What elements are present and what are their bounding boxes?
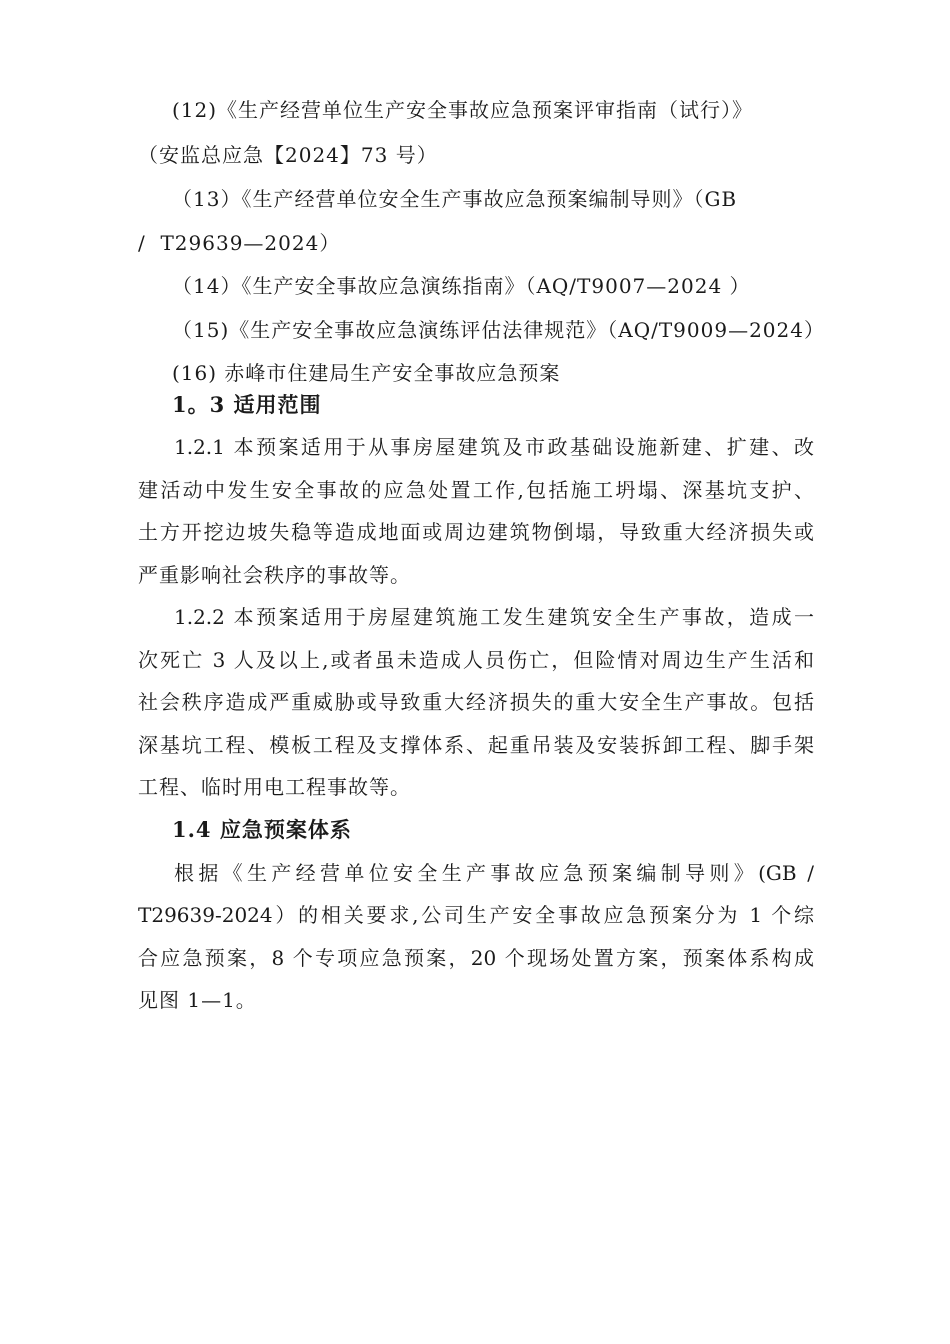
paragraph-1-2-2-line1: 1.2.2 本预案适用于房屋建筑施工发生建筑安全生产事故，造成一 [174,605,814,629]
paragraph-1-4-line3: 合应急预案，8 个专项应急预案，20 个现场处置方案，预案体系构成 [138,946,814,970]
paragraph-1-2-2-line4: 深基坑工程、模板工程及支撑体系、起重吊装及安装拆卸工程、脚手架 [138,733,814,757]
paragraph-1-4-line1: 根据《生产经营单位安全生产事故应急预案编制导则》(GB / [174,861,814,885]
paragraph-1-4-line2: T29639-2024）的相关要求,公司生产安全事故应急预案分为 1 个综 [138,903,814,927]
paragraph-1-4-line4: 见图 1—1。 [138,988,257,1012]
paragraph-1-2-1-line4: 严重影响社会秩序的事故等。 [138,563,411,587]
reference-item-13-line2: / T29639—2024） [138,231,341,255]
paragraph-1-2-1-line1: 1.2.1 本预案适用于从事房屋建筑及市政基础设施新建、扩建、改 [174,435,814,459]
reference-item-15: （15)《生产安全事故应急演练评估法律规范》（AQ/T9009—2024） [172,318,825,342]
paragraph-1-2-2-line2: 次死亡 3 人及以上,或者虽未造成人员伤亡，但险情对周边生产生活和 [138,648,814,672]
paragraph-1-2-1-line3: 土方开挖边坡失稳等造成地面或周边建筑物倒塌，导致重大经济损失或 [138,520,814,544]
paragraph-1-2-1-line2: 建活动中发生安全事故的应急处置工作,包括施工坍塌、深基坑支护、 [138,478,814,502]
reference-item-12-line2: （安监总应急【2024】73 号） [138,143,438,167]
reference-item-12-line1: (12)《生产经营单位生产安全事故应急预案评审指南（试行）》 [172,98,754,122]
section-heading-1-4: 1.4 应急预案体系 [172,817,352,842]
section-heading-1-3: 1。3 适用范围 [172,392,322,417]
paragraph-1-2-2-line5: 工程、临时用电工程事故等。 [138,775,411,799]
reference-item-16: (16) 赤峰市住建局生产安全事故应急预案 [172,361,561,385]
reference-item-13-line1: （13）《生产经营单位安全生产事故应急预案编制导则》（GB [172,187,738,211]
paragraph-1-2-2-line3: 社会秩序造成严重威胁或导致重大经济损失的重大安全生产事故。包括 [138,690,814,714]
reference-item-14: （14）《生产安全事故应急演练指南》（AQ/T9007—2024 ） [172,274,751,298]
